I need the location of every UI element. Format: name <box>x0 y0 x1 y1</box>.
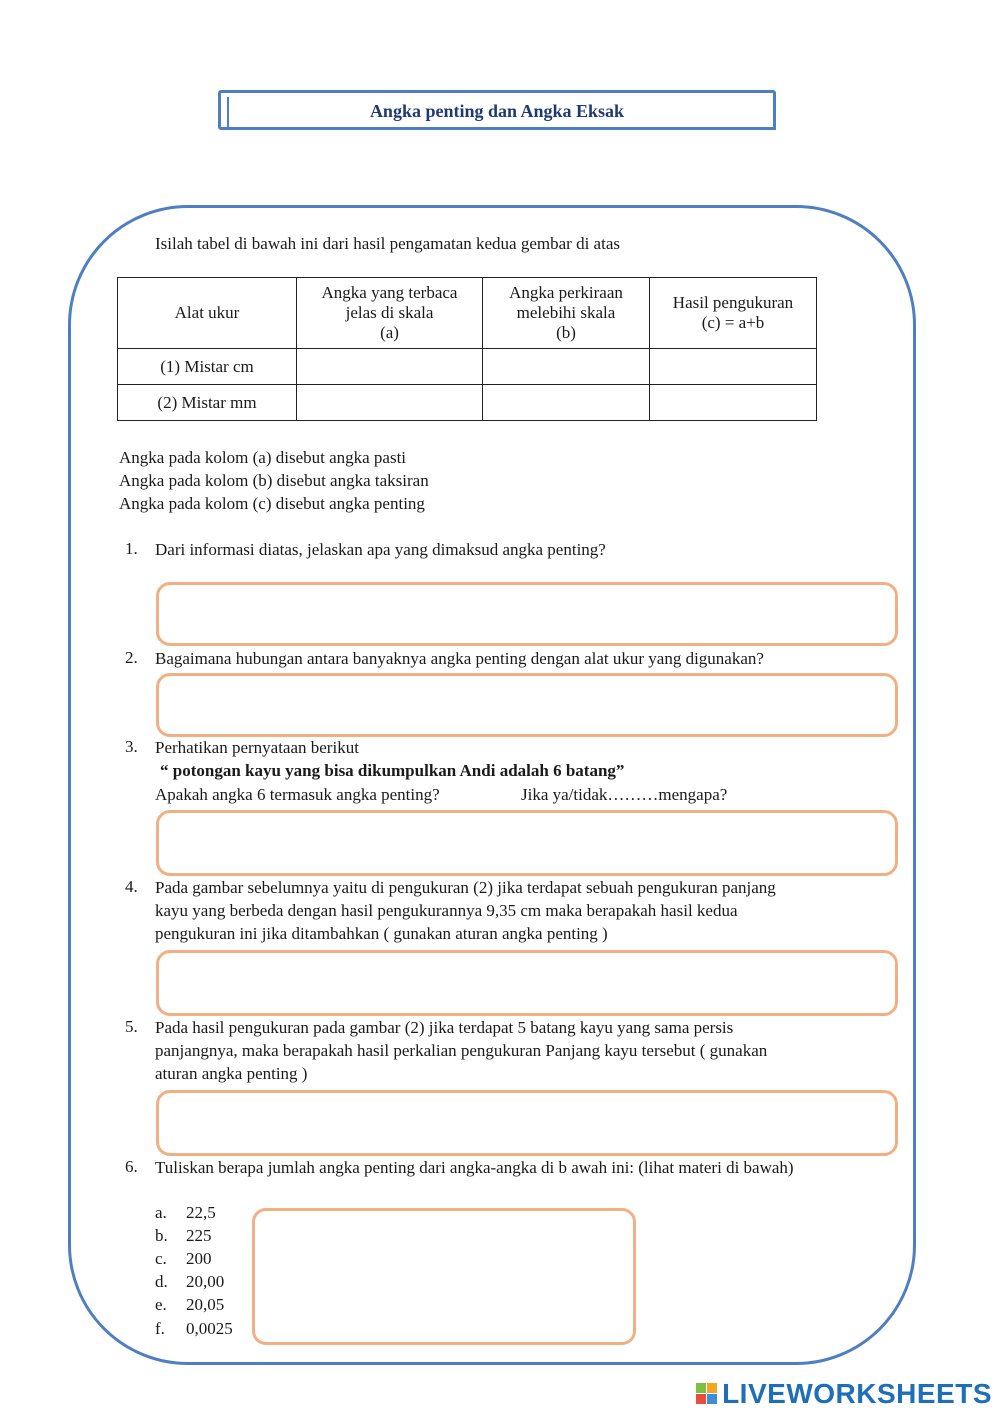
answer-box-4[interactable] <box>156 950 898 1016</box>
question-3-text: Perhatikan pernyataan berikut <box>155 738 359 757</box>
cell-a-input[interactable] <box>297 385 483 421</box>
notes <box>119 446 429 515</box>
question-4-line: kayu yang berbeda dengan hasil pengukurannya 9,35 cm maka berapakah hasil kedua <box>155 901 738 920</box>
note-line: Angka pada kolom (c) disebut angka penting <box>119 494 425 513</box>
header-text: Angka perkiraan <box>509 283 623 302</box>
question-3-quote: “ potongan kayu yang bisa dikumpulkan Andi adalah 6 batang” <box>160 761 625 780</box>
cell-c-input[interactable] <box>650 385 817 421</box>
row-label: (1) Mistar cm <box>118 349 297 385</box>
option-letter: c. <box>155 1249 167 1268</box>
logo-text: LIVEWORKSHEETS <box>722 1378 992 1409</box>
question-4-line: Pada gambar sebelumnya yaitu di pengukuran (2) jika terdapat sebuah pengukuran panjang <box>155 878 776 897</box>
answer-box-2[interactable] <box>156 673 898 737</box>
title-banner <box>218 90 776 130</box>
question-number: 2. <box>125 648 138 667</box>
header-text: (a) <box>380 323 399 342</box>
option-value: 20,00 <box>186 1272 225 1291</box>
question-3-ask: Apakah angka 6 termasuk angka penting? <box>155 785 440 804</box>
answer-box-1[interactable] <box>156 582 898 646</box>
option-value: 200 <box>186 1249 212 1268</box>
question-5-line: aturan angka penting ) <box>155 1064 308 1083</box>
header-text: melebihi skala <box>516 303 616 322</box>
header-col-b <box>483 278 650 349</box>
header-text: (c) = a+b <box>701 313 765 332</box>
option-letter: f. <box>155 1319 165 1338</box>
table-row <box>118 349 817 385</box>
header-alat-ukur <box>118 278 297 349</box>
row-label: (2) Mistar mm <box>118 385 297 421</box>
instruction-text: Isilah tabel di bawah ini dari hasil pengamatan kedua gembar di atas <box>155 234 620 253</box>
question-number: 6. <box>125 1157 138 1176</box>
header-col-a <box>297 278 483 349</box>
header-text: Alat ukur <box>174 303 240 322</box>
header-text: jelas di skala <box>345 303 434 322</box>
option-value: 0,0025 <box>186 1319 233 1338</box>
option-letter: b. <box>155 1226 168 1245</box>
logo-mark-icon <box>696 1383 718 1405</box>
note-line: Angka pada kolom (a) disebut angka pasti <box>119 448 407 467</box>
table-header-row <box>118 278 817 349</box>
observation-table <box>117 277 817 421</box>
question-4-line: pengukuran ini jika ditambahkan ( gunakan aturan angka penting ) <box>155 924 608 943</box>
option-letter: d. <box>155 1272 168 1291</box>
question-number: 1. <box>125 539 138 558</box>
question-2-text: Bagaimana hubungan antara banyaknya angka penting dengan alat ukur yang digunakan? <box>155 649 764 668</box>
question-number: 3. <box>125 737 138 756</box>
option-letter: e. <box>155 1295 167 1314</box>
cell-b-input[interactable] <box>483 349 650 385</box>
cell-a-input[interactable] <box>297 349 483 385</box>
answer-box-5[interactable] <box>156 1090 898 1156</box>
header-text: (b) <box>556 323 576 342</box>
question-number: 4. <box>125 877 138 896</box>
cell-c-input[interactable] <box>650 349 817 385</box>
cell-b-input[interactable] <box>483 385 650 421</box>
question-6-text: Tuliskan berapa jumlah angka penting dari angka-angka di b awah ini: (lihat materi di bawah) <box>155 1158 794 1177</box>
answer-box-3[interactable] <box>156 810 898 876</box>
page-title: Angka penting dan Angka Eksak <box>369 101 625 121</box>
liveworksheets-logo <box>696 1378 992 1410</box>
note-line: Angka pada kolom (b) disebut angka taksiran <box>119 471 429 490</box>
header-text: Hasil pengukuran <box>672 293 794 312</box>
question-5-line: Pada hasil pengukuran pada gambar (2) jika terdapat 5 batang kayu yang sama persis <box>155 1018 734 1037</box>
question-5-line: panjangnya, maka berapakah hasil perkalian pengukuran Panjang kayu tersebut ( gunakan <box>155 1041 768 1060</box>
table-row <box>118 385 817 421</box>
option-value: 225 <box>186 1226 212 1245</box>
header-text: Angka yang terbaca <box>321 283 458 302</box>
question-3-ask-why: Jika ya/tidak………mengapa? <box>521 785 728 804</box>
question-1-text: Dari informasi diatas, jelaskan apa yang dimaksud angka penting? <box>155 540 606 559</box>
option-value: 22,5 <box>186 1203 216 1222</box>
option-value: 20,05 <box>186 1295 225 1314</box>
answer-box-6[interactable] <box>252 1208 636 1345</box>
header-col-c <box>650 278 817 349</box>
option-letter: a. <box>155 1203 167 1222</box>
question-number: 5. <box>125 1017 138 1036</box>
